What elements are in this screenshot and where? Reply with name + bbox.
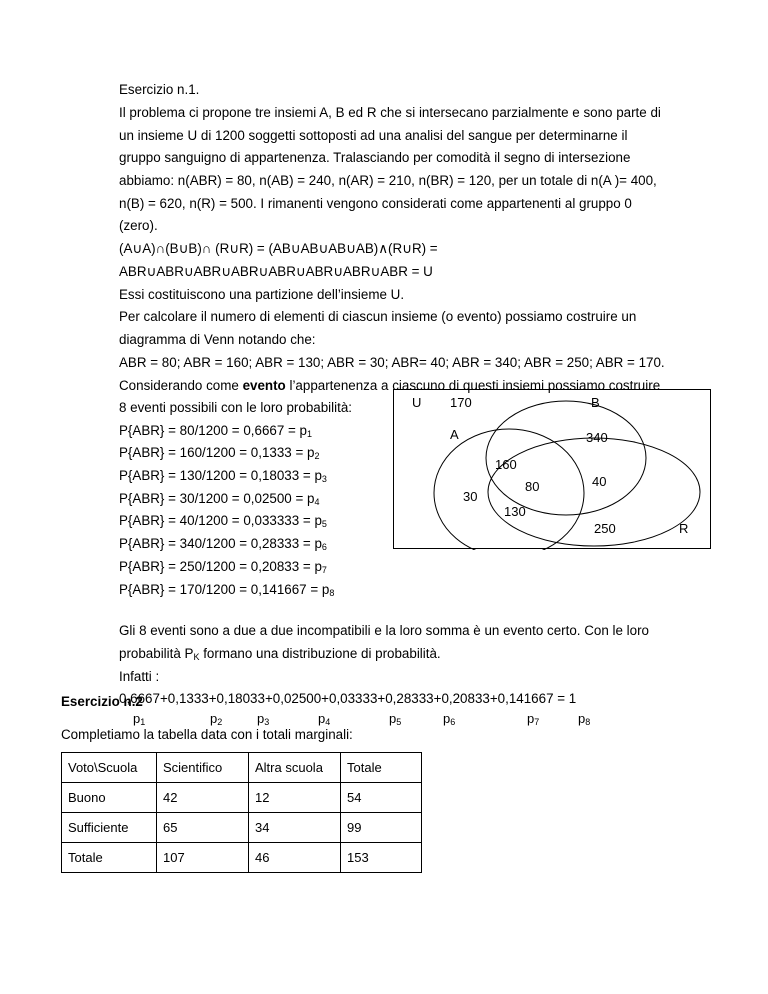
exercise1-title: Esercizio n.1. [119, 82, 200, 97]
p-label: $p_4$ [318, 711, 331, 727]
table-cell: 46 [249, 843, 341, 873]
table-cell: 65 [157, 813, 249, 843]
table-header-cell: Totale [341, 753, 422, 783]
set-A-label: A [450, 427, 459, 442]
table-header-row [62, 753, 422, 783]
ex1-sum-line: 0,6667+0,1333+0,18033+0,02500+0,03333+0,28333+0,20833+0,141667 = 1 [119, 691, 577, 706]
prob-line: $P\{ABR\} = 170/1200 = 0,141667 = p_8$ [119, 582, 335, 598]
ex1-intro-line-5: n(B) = 620, n(R) = 500. I rimanenti vengono considerati come appartenenti al gruppo 0 [119, 196, 632, 211]
table-cell: 12 [249, 783, 341, 813]
table-header-cell: Altra scuola [249, 753, 341, 783]
ex1-partition-text: Essi costituiscono una partizione dell’insieme U. [119, 287, 405, 302]
ex1-conclusion-2: probabilità $P_K$ formano una distribuzione di probabilità. [119, 646, 441, 662]
data-table [61, 752, 422, 873]
p-label: $p_3$ [257, 711, 270, 727]
ex1-intro-line-2: un insieme U di 1200 soggetti sottoposti ad una analisi del sangue per determinarne il [119, 128, 628, 143]
table-row [62, 843, 422, 873]
set-B-label: B [591, 395, 600, 410]
prob-line: $P\{ABR\} = 130/1200 = 0,18033 = p_3$ [119, 468, 327, 484]
prob-line: $P\{ABR\} = 80/1200 = 0,6667 = p_1$ [119, 423, 313, 439]
venn-circles [394, 390, 712, 550]
ex2-intro: Completiamo la tabella data con i totali marginali: [61, 727, 353, 742]
prob-line: $P\{ABR\} = 30/1200 = 0,02500 = p_4$ [119, 491, 320, 507]
count-170: 170 [450, 395, 472, 410]
table-row [62, 813, 422, 843]
table-cell: Totale [62, 843, 157, 873]
ex1-formula-1: (A∪A)∩(B∪B)∩ (R∪R) = (AB∪AB∪AB∪AB)∧(R∪R) = [119, 241, 438, 256]
p-label: $p_7$ [527, 711, 540, 727]
p-label: $p_6$ [443, 711, 456, 727]
ex1-intro-line-3: gruppo sanguigno di appartenenza. Tralasciando per comodità il segno di intersezione [119, 150, 631, 165]
set-U-label: U [412, 395, 422, 410]
ex1-counts-line: ABR = 80; ABR = 160; ABR = 130; ABR = 30; ABR= 40; ABR = 340; ABR = 250; ABR = 170. [119, 355, 665, 370]
count-340: 340 [586, 430, 608, 445]
prob-line: $P\{ABR\} = 340/1200 = 0,28333 = p_6$ [119, 536, 327, 552]
count-80: 80 [525, 479, 540, 494]
ex1-intro-line-4: abbiamo: n(ABR) = 80, n(AB) = 240, n(AR) = 210, n(BR) = 120, per un totale di n(A )= 400, [119, 173, 657, 188]
count-160: 160 [495, 457, 517, 472]
ex1-event-line-1: Considerando come evento l’appartenenza a ciascuno di questi insiemi possiamo costruire [119, 378, 661, 393]
ex1-event-line-2: 8 eventi possibili con le loro probabilità: [119, 400, 352, 415]
p-label: $p_2$ [210, 711, 223, 727]
ex1-conclusion-1: Gli 8 eventi sono a due a due incompatibili e la loro somma è un evento certo. Con le loro [119, 623, 649, 638]
ex1-venn-intro-1: Per calcolare il numero di elementi di ciascun insieme (o evento) possiamo costruire un [119, 309, 637, 324]
table-cell: 42 [157, 783, 249, 813]
p-label: $p_5$ [389, 711, 402, 727]
venn-diagram [393, 389, 711, 549]
p-label: $p_8$ [578, 711, 591, 727]
set-A-ellipse [434, 429, 584, 550]
prob-line: $P\{ABR\} = 250/1200 = 0,20833 = p_7$ [119, 559, 327, 575]
table-header-cell: Voto\Scuola [62, 753, 157, 783]
ex1-intro-line-1: Il problema ci propone tre insiemi A, B ed R che si intersecano parzialmente e sono parte di [119, 105, 661, 120]
ex1-venn-intro-2: diagramma di Venn notando che: [119, 332, 316, 347]
table-cell: 54 [341, 783, 422, 813]
count-250: 250 [594, 521, 616, 536]
table-row [62, 783, 422, 813]
table-cell: Buono [62, 783, 157, 813]
event-keyword: evento [242, 378, 286, 393]
prob-line: $P\{ABR\} = 40/1200 = 0,033333 = p_5$ [119, 513, 327, 529]
ex1-formula-2: ABR∪ABR∪ABR∪ABR∪ABR∪ABR∪ABR∪ABR = U [119, 264, 433, 279]
table-cell: 99 [341, 813, 422, 843]
set-R-label: R [679, 521, 689, 536]
table-cell: 34 [249, 813, 341, 843]
ex1-intro-line-6: (zero). [119, 218, 158, 233]
table-cell: Sufficiente [62, 813, 157, 843]
count-40: 40 [592, 474, 607, 489]
p-label: $p_1$ [133, 711, 146, 727]
table-header-cell: Scientifico [157, 753, 249, 783]
exercise2-title: Esercizio n.2 [61, 694, 143, 709]
count-130: 130 [504, 504, 526, 519]
ex1-infatti: Infatti : [119, 669, 160, 684]
table-cell: 153 [341, 843, 422, 873]
table-cell: 107 [157, 843, 249, 873]
count-30: 30 [463, 489, 478, 504]
prob-line: $P\{ABR\} = 160/1200 = 0,1333 = p_2$ [119, 445, 320, 461]
